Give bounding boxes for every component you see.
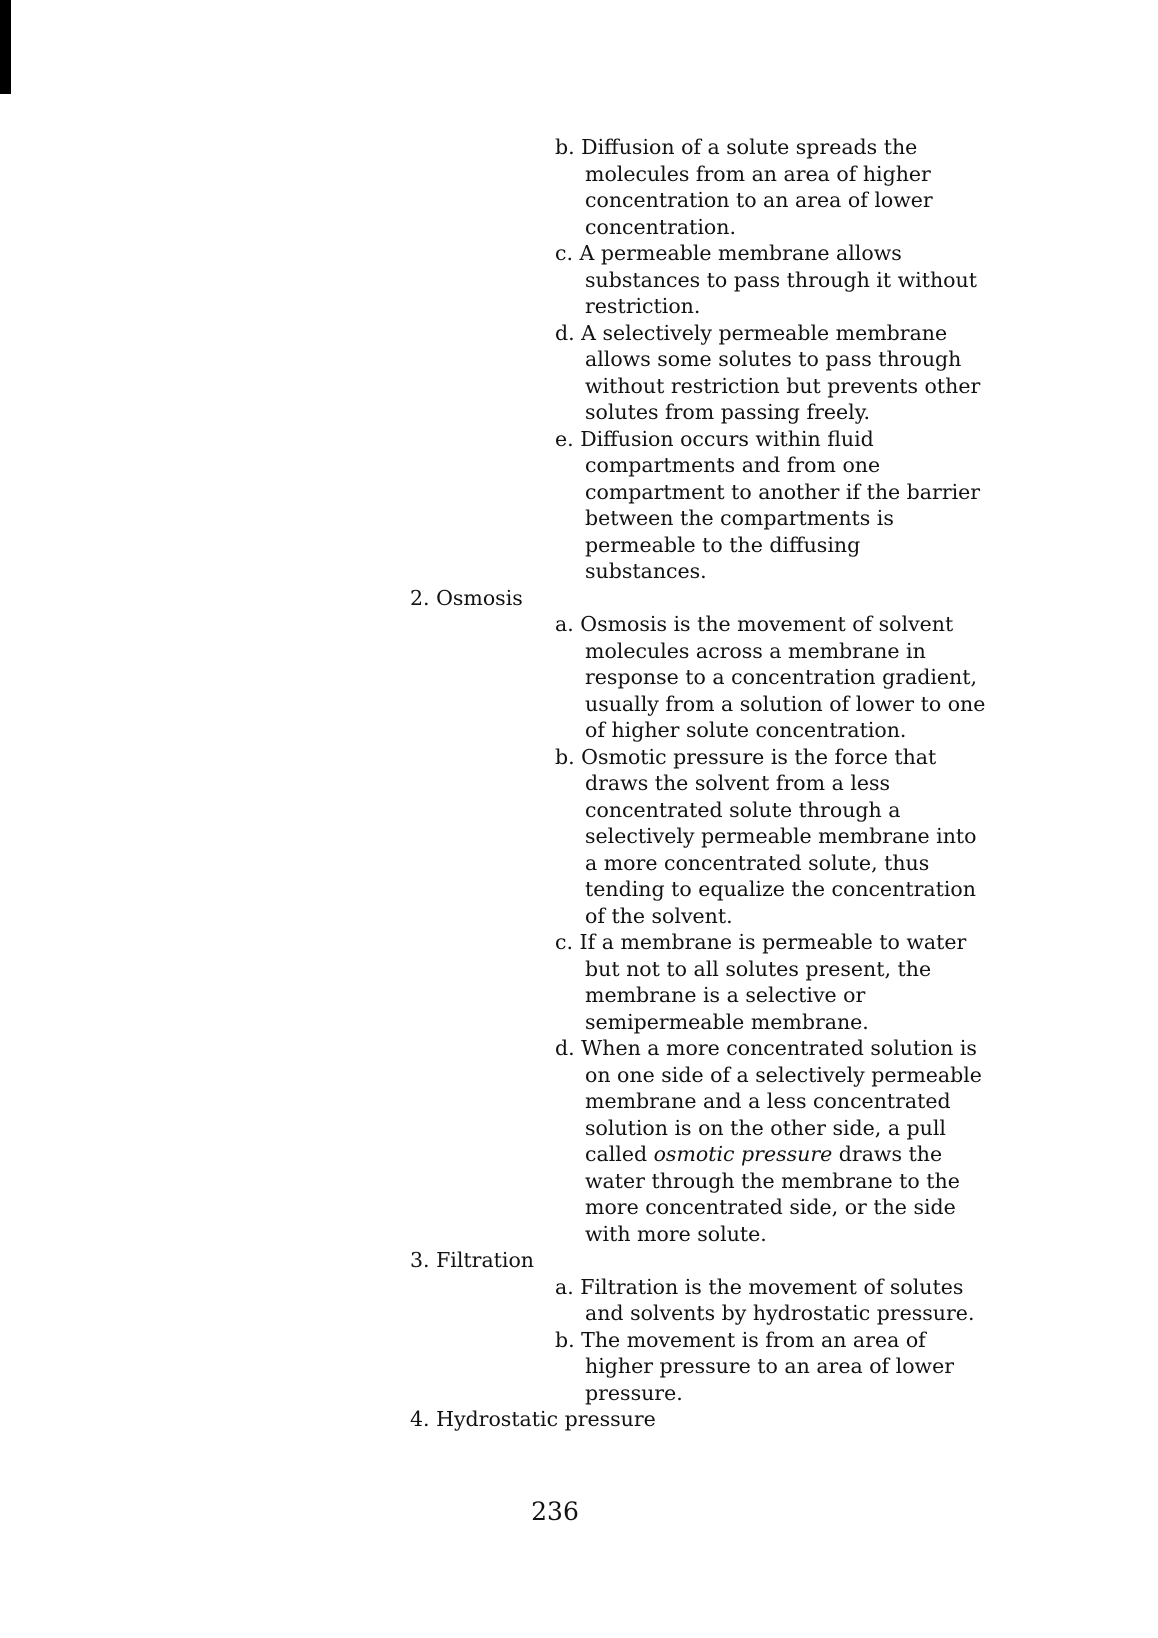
item-text: If a membrane is permeable to water but not to all solutes present, the membrane is a selective or semipermeable membrane. xyxy=(579,930,967,1034)
outline-item xyxy=(555,929,987,1035)
item-marker: c. xyxy=(555,930,573,954)
page-number: 236 xyxy=(531,1497,579,1526)
item-text: The movement is from an area of higher pressure to an area of lower pressure. xyxy=(581,1327,955,1405)
outline-item xyxy=(555,320,987,426)
item-text: A selectively permeable membrane allows some solutes to pass through without restriction but prevents other solutes from passing freely. xyxy=(581,320,981,424)
outline-subitems xyxy=(555,611,987,1247)
item-marker: d. xyxy=(555,1036,575,1060)
item-text-after: draws the water through the membrane to the more concentrated side, or the side with more solute. xyxy=(585,1142,960,1246)
item-marker: b. xyxy=(555,1327,575,1352)
outline-content xyxy=(410,134,990,1433)
item-marker: b. xyxy=(555,135,575,159)
outline-item xyxy=(555,426,987,585)
outline-item xyxy=(555,1274,987,1327)
item-text-italic: osmotic pressure xyxy=(653,1142,833,1166)
item-marker: e. xyxy=(555,426,574,451)
outline-subitems xyxy=(555,1274,987,1407)
outline-section-label: 3. Filtration xyxy=(410,1248,535,1272)
outline-item xyxy=(555,1035,987,1247)
outline-section-label: 2. Osmosis xyxy=(410,585,523,610)
outline-section-label: 4. Hydrostatic pressure xyxy=(410,1407,656,1431)
item-marker: d. xyxy=(555,320,575,345)
item-text-before: When a more concentrated solution is on one side of a selectively permeable membrane and a less concentrated solution is on the other side, a pull called xyxy=(581,1036,982,1166)
outline-item xyxy=(555,134,987,240)
outline-item xyxy=(555,1327,987,1407)
item-text: Osmosis is the movement of solvent molecules across a membrane in response to a concentration gradient, usually from a solution of lower to one of higher solute concentration. xyxy=(580,612,986,742)
item-marker: b. xyxy=(555,744,575,769)
outline-subitems xyxy=(555,134,987,585)
outline-item xyxy=(555,611,987,744)
item-marker: c. xyxy=(555,241,573,265)
outline-item xyxy=(555,240,987,320)
item-marker: a. xyxy=(555,612,574,636)
scan-artifact xyxy=(0,0,11,94)
item-text: Diffusion of a solute spreads the molecules from an area of higher concentration to an area of lower concentration. xyxy=(581,135,933,239)
item-text: Filtration is the movement of solutes and solvents by hydrostatic pressure. xyxy=(580,1274,975,1325)
item-text: A permeable membrane allows substances to pass through it without restriction. xyxy=(579,241,977,318)
item-marker: a. xyxy=(555,1274,574,1299)
item-text: Osmotic pressure is the force that draws the solvent from a less concentrated solute through a selectively permeable membrane into a more concentrated solute, thus tending to equalize the concentration of the solvent. xyxy=(581,744,977,928)
item-text: Diffusion occurs within fluid compartments and from one compartment to another if the barrier between the compartments is permeable to the diffusing substances. xyxy=(580,426,981,583)
outline-item xyxy=(555,744,987,930)
